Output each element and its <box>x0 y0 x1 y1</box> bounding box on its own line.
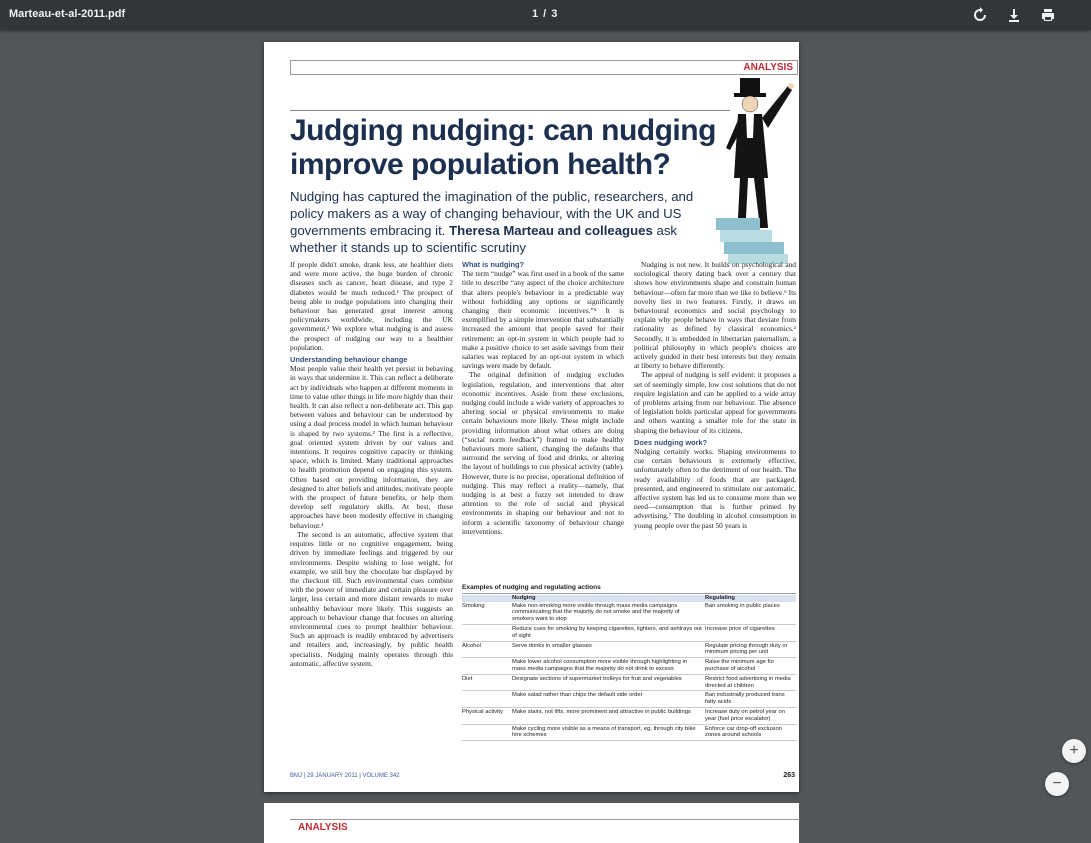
paragraph: If people didn't smoke, drank less, ate healthier diets and were more active, the huge burden of chronic diseases such as cancer, heart disease, and type 2 diabetes would be much reduced.¹ The prospect of being able to nudge populations into changing their behaviour has generated great interest among policymakers worldwide, including the UK government.² We explore what nudging is and assess the prospect of nudging our way to a healthier population. <box>290 260 453 352</box>
section-label: ANALYSIS <box>298 822 348 833</box>
table-cell: Regulate pricing through duty or minimum pricing per unit <box>705 642 788 656</box>
section-header <box>290 819 800 834</box>
subheading: What is nudging? <box>462 260 524 269</box>
table-row <box>462 725 796 742</box>
standfirst-tail: ask whether it stands up to scientific scrutiny <box>290 223 678 255</box>
table-row <box>462 625 796 642</box>
table-cell: Serve drinks in smaller glasses <box>512 642 592 649</box>
table-cell: Designate sections of supermarket trolleys for fruit and vegetables <box>512 675 682 682</box>
table-cell: Make salad rather than chips the default side order <box>512 692 643 699</box>
rotate-icon[interactable] <box>970 5 990 25</box>
table-header-cell: Regulating <box>705 594 735 601</box>
table-row <box>462 658 796 675</box>
table-row <box>462 675 796 692</box>
subheading: Understanding behaviour change <box>290 355 408 365</box>
table-header-cell: Nudging <box>512 594 536 601</box>
table-cell: Make cycling more visible as a means of transport, eg, through city bike hire schemes <box>512 725 696 739</box>
subheading: Does nudging work? <box>634 437 708 447</box>
table-cell <box>462 626 512 640</box>
page-footer: BMJ | 29 JANUARY 2011 | VOLUME 342 <box>290 773 400 779</box>
page-number: 263 <box>783 772 795 779</box>
paragraph: The term “nudge” was first used in a book of the same title to describe “any aspect of the choice architecture that alters people's behaviour in a predictable way without forbidding any options or significantly changing their economic incentives.”⁵ It is exemplified by a simple intervention that substantially increased the amount that people saved for their retirement: an opt-in system in which people had to make a positive choice to set aside savings from their salaries was replaced by an opt-out system in which savings were made by default. <box>462 269 624 371</box>
pdf-page-1 <box>264 42 799 792</box>
paragraph: The original definition of nudging excludes legislation, regulation, and interventions that alter economic incentives. Aside from these exclusions, nudging could include a wide variety of approaches to altering social or physical environments to make certain behaviours more likely. These might include providing information about what others are doing (“social norm feedback”) framed to make healthy behaviours more salient, changing the defaults that surround the serving of food and drinks, or altering the layout of buildings to cue physical activity (table). However, there is no precise, operational definition of nudging. This may reflect a reality—namely, that nudging is at best a fuzzy set intended to draw attention to the role of social and physical environments in shaping our behaviour and not to inform a scientific taxonomy of behaviour change interventions. <box>462 370 624 536</box>
print-icon[interactable] <box>1038 5 1058 25</box>
table-row <box>462 642 796 659</box>
table-cell: Diet <box>462 675 473 682</box>
pdf-page-2 <box>264 803 799 843</box>
paragraph: The appeal of nudging is self evident: it proposes a set of seemingly simple, low cost solutions that do not require legislation and can be applied to a wide array of problems arising from our behaviour. The absence of legislation holds particular appeal for governments and others wanting a smaller role for the state in shaping the behaviour of its citizens. <box>634 370 796 435</box>
table-cell: Smoking <box>462 602 485 609</box>
authors: Theresa Marteau and colleagues <box>449 223 653 238</box>
table-cell: Restrict food advertising in media directed at children <box>705 675 791 689</box>
table-cell: Physical activity <box>462 708 503 715</box>
table-cell <box>462 692 512 706</box>
nudging-table <box>462 585 796 741</box>
table-cell: Increase duty on petrol year on year (fuel price escalator) <box>705 708 785 722</box>
table-cell: Make non-smoking more visible through mass media campaigns communicating that the majority do not smoke and the majority of smokers want to stop <box>512 602 680 623</box>
paragraph: Most people value their health yet persist in behaving in ways that undermine it. This can reflect a deliberate act by individuals who happen at different moments in time to value other things in life more highly than their health. It can also reflect a non-deliberate act. This gap between values and behaviour can be understood by using a dual process model in which human behaviour is shaped by two systems.³ The first is a reflective, goal oriented system driven by our values and intentions. It requires cognitive capacity or thinking space, which is limited. Many traditional approaches to health promotion depend on engaging this system. Often based on providing information, they are designed to alter beliefs and attitudes, motivate people with the prospect of future benefits, or help them develop self regulatory skills. At best, these approaches have been modestly effective in changing behaviour.⁴ <box>290 364 453 530</box>
paragraph: The second is an automatic, affective system that requires little or no cognitive engagement, being driven by immediate feelings and triggered by our environments. Despite wishing to lose weight, for example, we still buy the chocolate bar displayed by the checkout till. Such environmental cues combine with the power of immediate and certain pleasure over larger, less certain and more distant rewards to make unhealthy behaviour more likely. This suggests an approach to behaviour change that focuses on altering environmental cues to prompt healthier behaviour. Such an approach is readily embraced by advertisers and retailers and, increasingly, by public health specialists. Nudging mainly operates through this automatic, affective system. <box>290 529 453 668</box>
pdf-toolbar <box>0 0 1091 30</box>
paragraph: Nudging is not new. It builds on psychological and sociological theory dating back over a century that shows how environments shape and constrain human behaviour—often far more than we like to believe.⁶ Its novelty lies in two features. Firstly, it draws on behavioural economics and social psychology to explain why people behave in ways that deviate from rationality as defined by classical economics.² Secondly, it is embedded in libertarian paternalism, a political philosophy in which people's choices are actively guided in their best interests but they remain at liberty to behave differently. <box>634 260 796 371</box>
table-header-cell <box>462 595 512 602</box>
table-cell: Reduce cues for smoking by keeping cigarettes, lighters, and ashtrays out of sight <box>512 625 702 639</box>
download-icon[interactable] <box>1004 5 1024 25</box>
table-row <box>462 691 796 708</box>
table-cell: Ban smoking in public places <box>705 602 780 609</box>
table-cell: Make stairs, not lifts, more prominent and attractive in public buildings <box>512 708 691 715</box>
top-hat-man-illustration <box>710 78 799 264</box>
page-indicator[interactable]: 1 / 3 <box>532 8 559 20</box>
section-label: ANALYSIS <box>743 62 793 73</box>
paragraph: Nudging certainly works. Shaping environments to cue certain behaviours is extremely effective, unfortunately often to the detriment of our health. The ready availability of foods that are packaged, presented, and engineered to stimulate our automatic, affective system has led us to consume more than we need—consumption that is further primed by advertising.⁷ The doubling in alcohol consumption in young people over the past 50 years is <box>634 447 796 530</box>
table-cell: Increase price of cigarettes <box>705 625 775 632</box>
title-rule <box>290 110 730 111</box>
table-cell: Alcohol <box>462 642 482 649</box>
table-row <box>462 602 796 625</box>
body-column-2 <box>462 260 624 536</box>
zoom-out-button[interactable]: − <box>1045 772 1069 796</box>
table-cell <box>462 659 512 673</box>
section-header <box>290 60 798 75</box>
table-header-row <box>462 595 796 602</box>
body-column-3 <box>634 260 796 530</box>
table-caption: Examples of nudging and regulating actions <box>462 585 796 594</box>
table-cell: Raise the minimum age for purchase of alcohol <box>705 659 775 672</box>
body-column-1 <box>290 260 453 668</box>
file-name: Marteau-et-al-2011.pdf <box>9 8 126 20</box>
zoom-in-button[interactable]: + <box>1062 739 1086 763</box>
standfirst <box>290 188 710 256</box>
table-cell: Make lower alcohol consumption more visible through highlighting in mass media campaigns that the majority do not drink to excess <box>512 659 687 672</box>
standfirst-text: Nudging has captured the imagination of the public, researchers, and policy makers as a way of changing behaviour, with the UK and US governments embracing it. <box>290 189 694 238</box>
table-cell <box>462 726 512 740</box>
table-cell: Ban industrially produced trans fatty acids <box>705 692 785 706</box>
table-row <box>462 708 796 725</box>
article-title: Judging nudging: can nudging improve population health? <box>290 114 716 181</box>
table-cell: Enforce car drop-off exclusion zones around schools <box>705 725 782 739</box>
